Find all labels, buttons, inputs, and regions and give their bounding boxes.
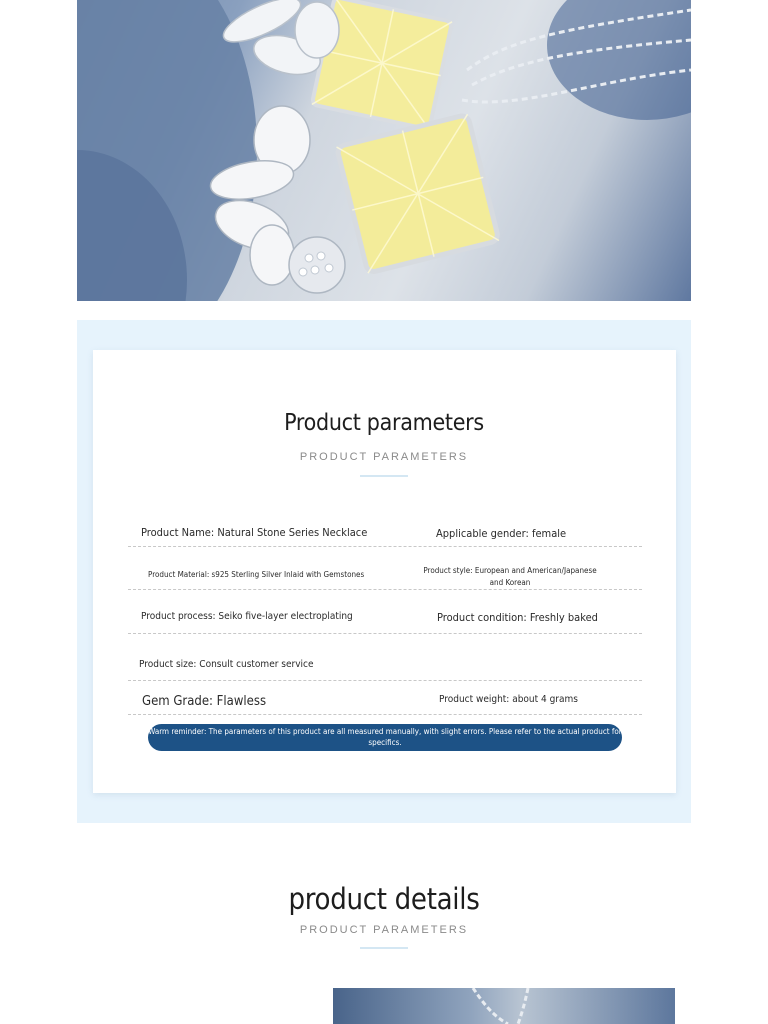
- product-photo-detail: [333, 988, 675, 1024]
- parameters-title: Product parameters: [284, 410, 484, 436]
- param-material: Product Material: s925 Sterling Silver Inlaid with Gemstones: [148, 570, 365, 579]
- param-gender: Applicable gender: female: [436, 527, 567, 540]
- param-gem-grade: Gem Grade: Flawless: [142, 694, 267, 709]
- param-product-name: Product Name: Natural Stone Series Necklace: [141, 526, 368, 539]
- param-condition: Product condition: Freshly baked: [437, 611, 598, 624]
- details-underline: [360, 947, 408, 949]
- warm-reminder-banner: Warm reminder: The parameters of this product are all measured manually, with slight errors. Please refer to the actual product for specifics.: [148, 724, 622, 751]
- details-subtitle: PRODUCT PARAMETERS: [299, 924, 469, 936]
- param-style: Product style: European and American/Japanese and Korean: [423, 566, 597, 587]
- row-divider: [128, 589, 642, 590]
- row-divider: [128, 680, 642, 681]
- gemstone-necklace-graphic: [77, 0, 691, 301]
- title-underline: [360, 475, 408, 477]
- param-size: Product size: Consult customer service: [139, 659, 314, 670]
- row-divider: [128, 546, 642, 547]
- row-divider: [128, 714, 642, 715]
- necklace-chain-graphic: [333, 988, 675, 1024]
- param-process: Product process: Seiko five-layer electroplating: [141, 611, 353, 622]
- parameters-subtitle: PRODUCT PARAMETERS: [299, 451, 469, 463]
- row-divider: [128, 633, 642, 634]
- details-title: product details: [288, 882, 480, 916]
- param-weight: Product weight: about 4 grams: [439, 694, 578, 705]
- product-photo-hero: [77, 0, 691, 301]
